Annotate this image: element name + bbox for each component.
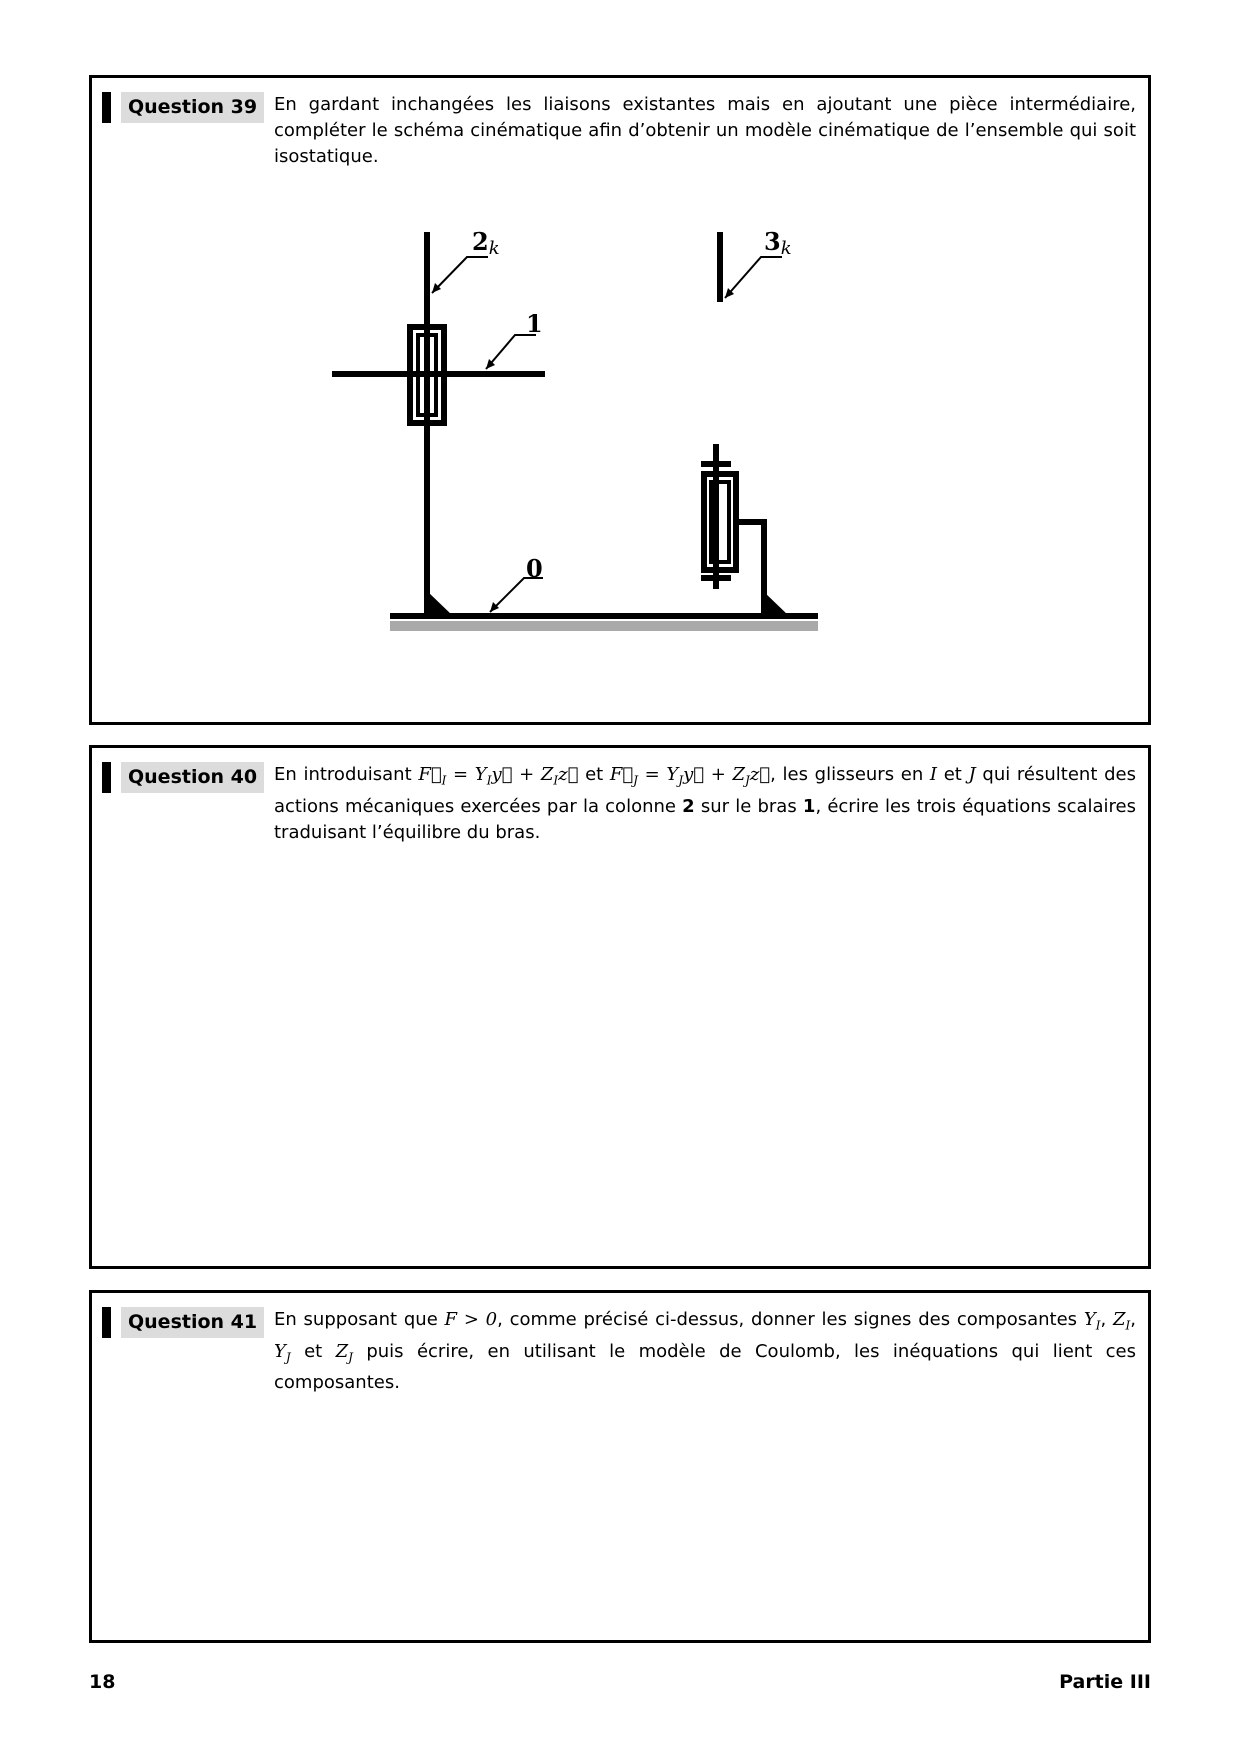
page-number: 18 — [89, 1671, 116, 1693]
question-label: Question 39 — [121, 92, 264, 123]
right-sleeve-outer — [704, 474, 736, 570]
question-text: En supposant que F > 0, comme précisé ci-dessus, donner les signes des composantes $Y_I$, $Z_I$, $Y_J$ et $Z_J$ puis écrire, en utilisant le modèle de Coulomb, les inéquations qui lient ces composantes. — [274, 1309, 1137, 1394]
part-label: Partie III — [1059, 1671, 1151, 1693]
question-40-box — [89, 745, 1151, 1269]
question-marker-bar — [102, 1307, 111, 1338]
question-text: En gardant inchangées les liaisons existantes mais en ajoutant une pièce intermédiaire, compléter le schéma cinématique afin d’obtenir un modèle cinématique de l’ensemble qui soit isostatique. — [274, 94, 1136, 167]
question-label: Question 41 — [121, 1307, 264, 1338]
question-41-box — [89, 1290, 1151, 1643]
question-marker-bar — [102, 762, 111, 793]
leader-0 — [490, 578, 543, 612]
label-part-3: 3k — [764, 227, 792, 259]
leader-2 — [432, 257, 488, 293]
right-support — [736, 522, 764, 616]
question-label: Question 40 — [121, 762, 264, 793]
label-part-2: 2k — [472, 227, 500, 259]
label-part-1: 1 — [526, 309, 543, 338]
column-base-weld — [427, 591, 453, 616]
label-part-0: 0 — [526, 554, 543, 583]
leader-3 — [725, 257, 782, 298]
ground-hatch — [390, 621, 818, 631]
question-text: En introduisant $F⃗_I$ = $Y_Iy⃗$ + $Z_Iz⃗$ et $F⃗_J$ = $Y_Jy⃗$ + $Z_Jz⃗$, les glisseurs en I et J qui résultent des actions mécaniques exercées par la colonne 2 sur le bras 1, écrire les trois équations scalaires traduisant l’équilibre du bras. — [274, 764, 1137, 843]
